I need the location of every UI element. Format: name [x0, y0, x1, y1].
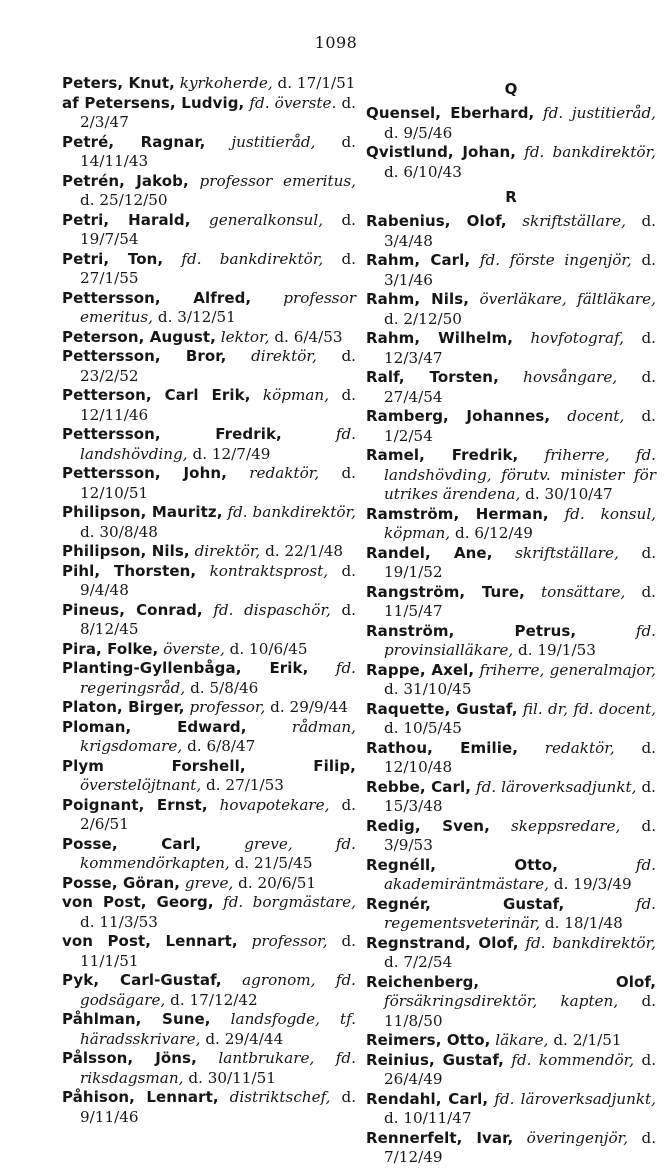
person-name: Påhlman, Sune,: [62, 1010, 211, 1028]
person-title: agronom, fd. godsägare,: [80, 971, 356, 1009]
obituary-entry: [62, 835, 356, 874]
person-title: fd. bankdirektör,: [525, 933, 656, 952]
person-name: Pettersson, Bror,: [62, 347, 227, 365]
death-date: d. 23/2/52: [80, 347, 357, 385]
person-name: Posse, Carl,: [62, 834, 202, 853]
person-title: kyrkoherde,: [179, 74, 273, 92]
obituary-entry: [366, 934, 656, 973]
death-date: d. 21/5/45: [234, 854, 313, 872]
death-date: d. 6/4/53: [274, 327, 343, 346]
death-date: d. 6/8/47: [187, 737, 256, 755]
obituary-entry: [366, 778, 656, 817]
death-date: d. 15/3/48: [384, 777, 657, 815]
person-title: fd. bankdirektör,: [524, 143, 656, 161]
person-title: redaktör,: [544, 738, 615, 757]
person-title: överläkare, fältläkare,: [479, 290, 656, 308]
person-name: Ramberg, Johannes,: [366, 407, 551, 425]
obituary-entry: [62, 874, 356, 894]
death-date: d. 2/6/51: [80, 795, 357, 833]
person-name: Pira, Folke,: [62, 639, 159, 658]
person-name: Platon, Birger,: [62, 698, 185, 716]
person-title: fd. förste ingenjör,: [479, 251, 632, 269]
person-title: försäkringsdirektör, kapten,: [384, 992, 619, 1010]
person-title: fd. konsul, köpman,: [384, 504, 657, 542]
person-name: Petri, Harald,: [62, 210, 191, 229]
person-name: Petterson, Carl Erik,: [62, 386, 251, 404]
person-title: hovsångare,: [523, 368, 618, 386]
person-name: Randel, Ane,: [366, 543, 493, 562]
person-name: Rabenius, Olof,: [366, 212, 507, 230]
obituary-entry: [62, 659, 356, 698]
obituary-entry: [366, 973, 656, 1032]
obituary-entry: [366, 895, 656, 934]
person-title: fd. kommendör,: [511, 1050, 635, 1069]
person-name: Påhison, Lennart,: [62, 1088, 219, 1106]
person-title: fd. dispaschör,: [213, 600, 331, 619]
person-title: läkare,: [495, 1031, 549, 1049]
obituary-entry: [62, 386, 356, 425]
person-name: Rebbe, Carl,: [366, 777, 472, 796]
death-date: d. 26/4/49: [384, 1050, 657, 1088]
person-title: fd. regeringsråd,: [80, 659, 356, 697]
obituary-entry: [62, 133, 356, 172]
person-name: Rennerfelt, Ivar,: [366, 1128, 514, 1147]
person-name: Rendahl, Carl,: [366, 1089, 489, 1108]
person-title: hovapotekare,: [219, 795, 330, 814]
death-date: d. 27/1/53: [206, 776, 284, 794]
death-date: d. 10/5/45: [384, 719, 462, 737]
obituary-entry: [62, 757, 356, 796]
death-date: d. 17/1/51: [277, 74, 356, 92]
obituary-entry: [62, 1088, 356, 1127]
death-date: d. 12/10/51: [80, 464, 357, 502]
death-date: d. 30/11/51: [188, 1068, 276, 1087]
person-name: Pålsson, Jöns,: [62, 1049, 197, 1067]
death-date: d. 19/7/54: [80, 210, 357, 248]
obituary-entry: [366, 1090, 656, 1129]
death-date: d. 2/1/51: [553, 1031, 622, 1049]
person-title: friherre, fd. landshövding, förutv. minister för utrikes ärendena,: [384, 446, 657, 503]
person-name: Regnstrand, Olof,: [366, 933, 519, 952]
obituary-entry: [62, 347, 356, 386]
person-name: Petri, Ton,: [62, 249, 164, 268]
death-date: d. 27/1/55: [80, 249, 356, 287]
person-name: Philipson, Nils,: [62, 542, 190, 560]
person-title: generalkonsul,: [208, 210, 324, 229]
death-date: d. 9/11/46: [80, 1088, 357, 1126]
person-name: Peterson, August,: [62, 327, 216, 346]
person-title: landsfogde, tf. häradsskrivare,: [80, 1010, 356, 1048]
person-title: lantbrukare, fd. riksdagsman,: [80, 1049, 356, 1087]
obituary-entry: [366, 700, 656, 739]
person-title: distriktschef,: [229, 1088, 331, 1106]
person-name: Rahm, Carl,: [366, 251, 471, 269]
person-title: direktör,: [251, 347, 317, 365]
death-date: d. 10/11/47: [384, 1109, 472, 1127]
obituary-entry: [62, 503, 356, 542]
obituary-entry: [366, 1031, 656, 1051]
person-title: fd. läroverksadjunkt,: [476, 777, 637, 796]
death-date: d. 3/1/46: [384, 251, 657, 289]
person-title: fd. akademiräntmästare,: [384, 855, 657, 893]
obituary-entry: [366, 329, 656, 368]
person-title: skriftställare,: [515, 543, 619, 562]
person-title: greve,: [184, 873, 234, 892]
person-title: lektor,: [220, 327, 270, 346]
death-date: d. 19/1/52: [384, 543, 657, 581]
person-name: Petré, Ragnar,: [62, 132, 206, 151]
death-date: d. 3/9/53: [384, 816, 657, 854]
person-name: von Post, Lennart,: [62, 932, 238, 950]
person-title: fd. läroverksadjunkt,: [494, 1089, 656, 1108]
section-letter: Q: [504, 80, 518, 98]
obituary-entry: [62, 718, 356, 757]
person-title: rådman, krigsdomare,: [80, 717, 356, 755]
death-date: d. 3/12/51: [157, 308, 236, 326]
person-name: Ploman, Edward,: [62, 717, 247, 736]
person-title: friherre, generalmajor,: [479, 660, 656, 679]
obituary-entry: [62, 211, 356, 250]
person-title: redaktör,: [249, 464, 320, 482]
person-title: hovfotograf,: [530, 329, 624, 347]
obituary-entry: [366, 661, 656, 700]
person-title: överstelöjtnant,: [80, 776, 202, 794]
person-title: fd. landshövding,: [80, 425, 356, 463]
person-name: Pineus, Conrad,: [62, 600, 203, 619]
death-date: d. 2/12/50: [384, 309, 462, 328]
person-title: fd. överste.: [249, 93, 337, 112]
person-title: fd. justitieråd,: [543, 104, 656, 122]
death-date: d. 25/12/50: [80, 191, 168, 209]
obituary-entry: [366, 817, 656, 856]
death-date: d. 9/5/46: [384, 123, 453, 142]
person-title: docent,: [567, 407, 625, 425]
obituary-entry: [62, 1049, 356, 1088]
person-name: Peters, Knut,: [62, 74, 175, 92]
person-name: Regnér, Gustaf,: [366, 894, 565, 913]
death-date: d. 11/3/53: [80, 912, 158, 931]
obituary-entry: [62, 542, 356, 562]
death-date: d. 5/8/46: [190, 678, 259, 697]
obituary-entry: [62, 289, 356, 328]
obituary-entry: [62, 698, 356, 718]
obituary-entry: [366, 739, 656, 778]
person-title: fd. borgmästare,: [223, 893, 356, 911]
person-name: Philipson, Mauritz,: [62, 503, 223, 521]
obituary-entry: [366, 856, 656, 895]
person-name: Ramström, Herman,: [366, 504, 549, 523]
obituary-entry: [366, 1051, 656, 1090]
person-title: professor emeritus,: [199, 171, 356, 190]
death-date: d. 11/5/47: [384, 582, 656, 620]
person-name: Rathou, Emilie,: [366, 738, 519, 757]
death-date: d. 10/6/45: [229, 639, 308, 658]
person-title: fd. provinsialläkare,: [384, 621, 656, 659]
person-title: fd. regementsveterinär,: [384, 894, 657, 932]
person-name: Pettersson, John,: [62, 464, 227, 482]
death-date: d. 18/1/48: [544, 914, 623, 932]
death-date: d. 12/7/49: [192, 444, 271, 463]
obituary-entry: [366, 368, 656, 407]
obituary-entry: [62, 94, 356, 133]
person-name: Plym Forshell, Filip,: [62, 756, 356, 775]
death-date: d. 1/2/54: [384, 407, 657, 445]
person-name: Rahm, Wilhelm,: [366, 329, 514, 347]
death-date: d. 7/12/49: [384, 1128, 657, 1166]
death-date: d. 6/10/43: [384, 162, 462, 181]
person-title: greve, fd. kommendörkapten,: [80, 834, 356, 872]
obituary-entry: [62, 640, 356, 660]
obituary-entry: [366, 251, 656, 290]
left-column: [62, 74, 356, 1127]
person-name: Ranström, Petrus,: [366, 621, 577, 640]
death-date: d. 11/8/50: [384, 992, 656, 1030]
person-name: Posse, Göran,: [62, 873, 181, 892]
obituary-entry: [366, 407, 656, 446]
person-name: Reimers, Otto,: [366, 1031, 491, 1049]
person-title: fil. dr, fd. docent,: [522, 699, 657, 718]
person-name: Rangström, Ture,: [366, 582, 525, 601]
death-date: d. 19/1/53: [517, 641, 596, 659]
death-date: d. 17/12/42: [170, 990, 258, 1009]
person-name: Pyk, Carl-Gustaf,: [62, 971, 222, 989]
death-date: d. 7/2/54: [384, 953, 453, 971]
person-name: Quensel, Eberhard,: [366, 104, 535, 122]
obituary-entry: [62, 1010, 356, 1049]
obituary-entry: [366, 1129, 656, 1168]
obituary-entry: [366, 446, 656, 505]
section-letter: R: [505, 188, 517, 206]
person-name: Pettersson, Alfred,: [62, 288, 252, 307]
person-title: fd. bankdirektör,: [181, 249, 324, 268]
death-date: d. 9/4/48: [80, 561, 356, 599]
person-name: Ralf, Torsten,: [366, 368, 499, 386]
person-name: Poignant, Ernst,: [62, 795, 208, 814]
obituary-entry: [62, 328, 356, 348]
death-date: d. 20/6/51: [238, 873, 317, 892]
person-name: Ramel, Fredrik,: [366, 446, 519, 464]
person-title: överste,: [163, 639, 225, 658]
death-date: d. 27/4/54: [384, 368, 657, 406]
person-name: Rappe, Axel,: [366, 660, 475, 679]
person-title: kontraktsprost,: [209, 561, 329, 580]
death-date: d. 19/3/49: [553, 875, 632, 893]
obituary-entry: [62, 464, 356, 503]
person-name: von Post, Georg,: [62, 893, 214, 911]
obituary-entry: [366, 544, 656, 583]
person-name: Pettersson, Fredrik,: [62, 425, 282, 443]
person-title: skriftställare,: [522, 212, 626, 230]
person-name: Petrén, Jakob,: [62, 171, 189, 190]
obituary-entry: [366, 622, 656, 661]
obituary-entry: [62, 74, 356, 94]
death-date: d. 3/4/48: [384, 212, 656, 250]
person-title: överingenjör,: [526, 1128, 629, 1147]
person-name: Raquette, Gustaf,: [366, 699, 518, 718]
obituary-entry: [366, 505, 656, 544]
obituary-entry: [62, 893, 356, 932]
person-name: Qvistlund, Johan,: [366, 143, 517, 161]
person-title: fd. bankdirektör,: [227, 503, 356, 521]
death-date: d. 14/11/43: [80, 132, 356, 170]
person-title: justitieråd,: [231, 132, 316, 151]
person-title: professor,: [189, 698, 266, 716]
person-name: Pihl, Thorsten,: [62, 561, 197, 580]
obituary-entry: [366, 143, 656, 182]
obituary-entry: [62, 601, 356, 640]
person-name: Rahm, Nils,: [366, 290, 470, 308]
person-name: Redig, Sven,: [366, 816, 490, 835]
obituary-entry: [366, 212, 656, 251]
death-date: d. 2/3/47: [80, 93, 356, 131]
obituary-entry: [366, 104, 656, 143]
death-date: d. 30/8/48: [80, 522, 158, 541]
death-date: d. 6/12/49: [454, 524, 533, 542]
person-title: köpman,: [262, 386, 330, 404]
person-name: Reinius, Gustaf,: [366, 1050, 504, 1069]
obituary-entry: [62, 796, 356, 835]
obituary-entry: [62, 932, 356, 971]
person-name: Reichenberg, Olof,: [366, 972, 656, 991]
death-date: d. 11/1/51: [80, 932, 356, 970]
person-title: tonsättare,: [541, 582, 626, 601]
death-date: d. 31/10/45: [384, 680, 472, 698]
obituary-entry: [62, 425, 356, 464]
person-title: direktör,: [194, 542, 261, 560]
obituary-entry: [62, 250, 356, 289]
person-name: Planting-Gyllenbåga, Erik,: [62, 659, 309, 677]
right-column: [366, 74, 656, 1168]
death-date: d. 30/10/47: [525, 485, 613, 503]
obituary-entry: [62, 562, 356, 601]
death-date: d. 12/11/46: [80, 386, 357, 424]
death-date: d. 29/9/44: [270, 698, 349, 716]
death-date: d. 8/12/45: [80, 600, 357, 638]
person-name: Regnéll, Otto,: [366, 855, 559, 874]
obituary-entry: [366, 583, 656, 622]
obituary-entry: [62, 971, 356, 1010]
person-title: professor,: [251, 932, 328, 950]
page-number: 1098: [314, 33, 358, 52]
person-name: af Petersens, Ludvig,: [62, 93, 245, 112]
death-date: d. 22/1/48: [265, 542, 344, 560]
death-date: d. 12/10/48: [384, 738, 656, 776]
person-title: skeppsredare,: [511, 816, 621, 835]
person-title: professor emeritus,: [80, 288, 356, 326]
obituary-entry: [366, 290, 656, 329]
obituary-entry: [62, 172, 356, 211]
death-date: d. 12/3/47: [384, 329, 657, 367]
death-date: d. 29/4/44: [205, 1029, 284, 1048]
